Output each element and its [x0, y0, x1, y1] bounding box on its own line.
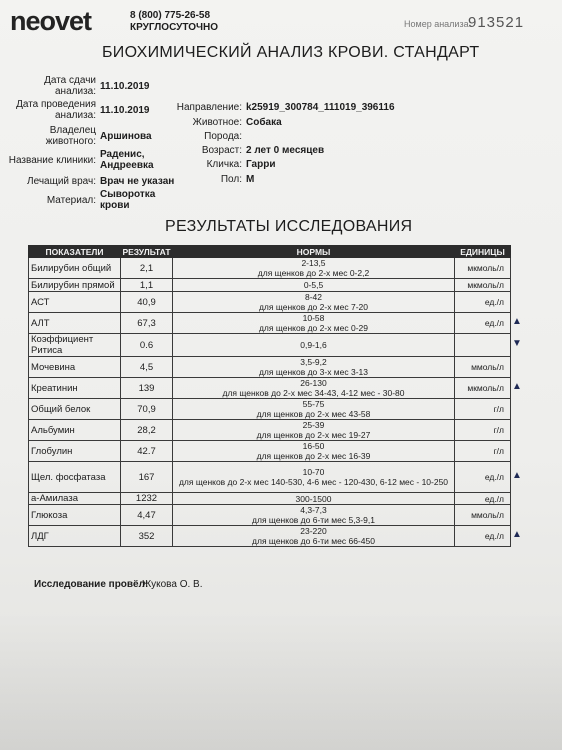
result-value: 352 [121, 526, 173, 547]
referral-label: Направление: [176, 102, 242, 113]
indicator-name: а-Амилаза [29, 493, 121, 505]
norm-range [173, 258, 455, 279]
norm-adult: 8-42 [304, 292, 322, 302]
material-value: Сыворотка крови [100, 189, 156, 211]
result-value: 67,3 [121, 313, 173, 334]
results-body [29, 258, 511, 547]
doctor-value: Врач не указан [100, 176, 175, 187]
norm-adult: 0,9-1,6 [300, 340, 327, 350]
unit: г/л [455, 441, 511, 462]
indicator-name: ЛДГ [29, 526, 121, 547]
result-value: 1,1 [121, 279, 173, 292]
table-row [29, 493, 511, 505]
norm-adult: 3,5-9,2 [300, 357, 327, 367]
table-row [29, 334, 511, 357]
norm-puppy: для щенков до 6-ти мес 5,3-9,1 [252, 515, 375, 525]
unit: ед./л [455, 462, 511, 493]
owner-value: Аршинова [100, 131, 152, 142]
norm-puppy: для щенков до 3-х мес 3-13 [258, 367, 369, 377]
table-row [29, 258, 511, 279]
table-row [29, 505, 511, 526]
unit: ед./л [455, 292, 511, 313]
pet-name-label: Кличка: [206, 159, 242, 170]
document-title: БИОХИМИЧЕСКИЙ АНАЛИЗ КРОВИ. СТАНДАРТ [102, 44, 480, 61]
norm-range [173, 279, 455, 292]
performed-by-value: Жукова О. В. [142, 579, 203, 590]
unit: ммоль/л [455, 357, 511, 378]
norm-puppy: для щенков до 2-х мес 140-530, 4-6 мес - 120-430, 6-12 мес - 10-250 [178, 477, 449, 487]
norm-range [173, 420, 455, 441]
arrow-up-icon: ▲ [512, 528, 522, 540]
norm-puppy: для щенков до 2-х мес 43-58 [256, 409, 371, 419]
result-value: 2,1 [121, 258, 173, 279]
table-row [29, 399, 511, 420]
clinic-name-value: Раденис, Андреевка [100, 149, 154, 171]
table-row [29, 313, 511, 334]
age-value: 2 лет 0 месяцев [246, 145, 325, 156]
results-table [28, 245, 511, 547]
unit [455, 334, 511, 357]
table-row [29, 526, 511, 547]
norm-range [173, 493, 455, 505]
norm-range [173, 334, 455, 357]
table-row [29, 378, 511, 399]
norm-adult: 55-75 [302, 399, 325, 409]
result-value: 4,5 [121, 357, 173, 378]
norm-adult: 25-39 [302, 420, 325, 430]
result-value: 40,9 [121, 292, 173, 313]
clinic-contact [130, 10, 218, 34]
performed-by-label: Исследование провёл: [34, 579, 149, 590]
table-row [29, 292, 511, 313]
norm-adult: 0-5,5 [303, 280, 324, 290]
indicator-name: Билирубин общий [29, 258, 121, 279]
norm-puppy: для щенков до 2-х мес 19-27 [256, 430, 371, 440]
norm-range [173, 313, 455, 334]
indicator-name: Креатинин [29, 378, 121, 399]
norm-range [173, 526, 455, 547]
norm-range [173, 378, 455, 399]
test-date-value: 11.10.2019 [100, 105, 150, 116]
unit: г/л [455, 420, 511, 441]
indicator-name: АЛТ [29, 313, 121, 334]
unit: мкмоль/л [455, 258, 511, 279]
submit-date-label: Дата сдачи анализа: [44, 75, 96, 97]
clinic-phone: 8 (800) 775-26-58 [130, 10, 211, 21]
unit: ед./л [455, 313, 511, 334]
arrow-down-icon: ▼ [512, 337, 522, 349]
indicator-name: Глюкоза [29, 505, 121, 526]
result-value: 139 [121, 378, 173, 399]
indicator-name: Щел. фосфатаза [29, 462, 121, 493]
norm-adult: 300-1500 [295, 493, 332, 504]
norm-range [173, 441, 455, 462]
result-value: 4,47 [121, 505, 173, 526]
table-row [29, 420, 511, 441]
norm-adult: 4,3-7,3 [300, 505, 327, 515]
unit: г/л [455, 399, 511, 420]
paper-shadow [0, 612, 562, 750]
referral-value: k25919_300784_111019_396116 [246, 102, 395, 113]
norm-puppy: для щенков до 6-ти мес 66-450 [252, 536, 375, 546]
indicator-name: АСТ [29, 292, 121, 313]
unit: ед./л [455, 493, 511, 505]
norm-puppy: для щенков до 2-х мес 34-43, 4-12 мес - 30-80 [222, 388, 405, 398]
material-label: Материал: [46, 195, 96, 206]
animal-value: Собака [246, 117, 282, 128]
result-value: 167 [121, 462, 173, 493]
animal-label: Животное: [192, 117, 242, 128]
order-number: 913521 [468, 14, 525, 31]
table-header-row [29, 246, 511, 258]
result-value: 1232 [121, 493, 173, 505]
header-indicator: ПОКАЗАТЕЛИ [29, 246, 121, 258]
indicator-name: Глобулин [29, 441, 121, 462]
indicator-name: Билирубин прямой [29, 279, 121, 292]
clinic-hours: КРУГЛОСУТОЧНО [130, 22, 219, 33]
norm-adult: 16-50 [302, 441, 325, 451]
norm-range [173, 357, 455, 378]
table-row [29, 279, 511, 292]
norm-adult: 10-70 [302, 467, 325, 477]
breed-label: Порода: [204, 131, 242, 142]
table-row [29, 357, 511, 378]
header-units: ЕДИНИЦЫ [455, 246, 511, 258]
clinic-name-label: Название клиники: [8, 155, 96, 166]
unit: ед./л [455, 526, 511, 547]
unit: мкмоль/л [455, 378, 511, 399]
arrow-up-icon: ▲ [512, 469, 522, 481]
norm-adult: 2-13,5 [301, 258, 326, 268]
indicator-name: Альбумин [29, 420, 121, 441]
indicator-name: Общий белок [29, 399, 121, 420]
norm-adult: 10-58 [302, 313, 325, 323]
unit: мкмоль/л [455, 279, 511, 292]
result-value: 70,9 [121, 399, 173, 420]
header-result: РЕЗУЛЬТАТ [122, 246, 171, 257]
norm-puppy: для щенков до 2-х мес 7-20 [258, 302, 369, 312]
indicator-name: Мочевина [29, 357, 121, 378]
sex-label: Пол: [220, 174, 242, 185]
unit: ммоль/л [455, 505, 511, 526]
owner-label: Владелец животного: [45, 125, 96, 147]
norm-adult: 26-130 [300, 378, 327, 388]
norm-puppy: для щенков до 2-х мес 16-39 [256, 451, 371, 461]
age-label: Возраст: [201, 145, 242, 156]
arrow-up-icon: ▲ [512, 380, 522, 392]
header-norms: НОРМЫ [173, 246, 455, 258]
norm-range [173, 399, 455, 420]
table-row [29, 462, 511, 493]
order-number-label: Номер анализа: [404, 19, 472, 29]
norm-puppy: для щенков до 2-х мес 0-2,2 [257, 268, 370, 278]
indicator-name: Коэффициент Ритиса [29, 334, 121, 357]
norm-puppy: для щенков до 2-х мес 0-29 [258, 323, 369, 333]
table-row [29, 441, 511, 462]
result-value: 0.6 [121, 334, 173, 357]
norm-adult: 23-220 [300, 526, 327, 536]
doctor-label: Лечащий врач: [27, 176, 96, 187]
results-title: РЕЗУЛЬТАТЫ ИССЛЕДОВАНИЯ [165, 218, 413, 235]
norm-range [173, 292, 455, 313]
arrow-up-icon: ▲ [512, 315, 522, 327]
clinic-logo: neovet [10, 6, 92, 36]
submit-date-value: 11.10.2019 [100, 81, 150, 92]
result-value: 28,2 [121, 420, 173, 441]
sex-value: М [246, 174, 255, 185]
norm-range [173, 462, 455, 493]
pet-name-value: Гарри [246, 159, 276, 170]
norm-range [173, 505, 455, 526]
result-value: 42.7 [121, 441, 173, 462]
test-date-label: Дата проведения анализа: [16, 99, 96, 121]
